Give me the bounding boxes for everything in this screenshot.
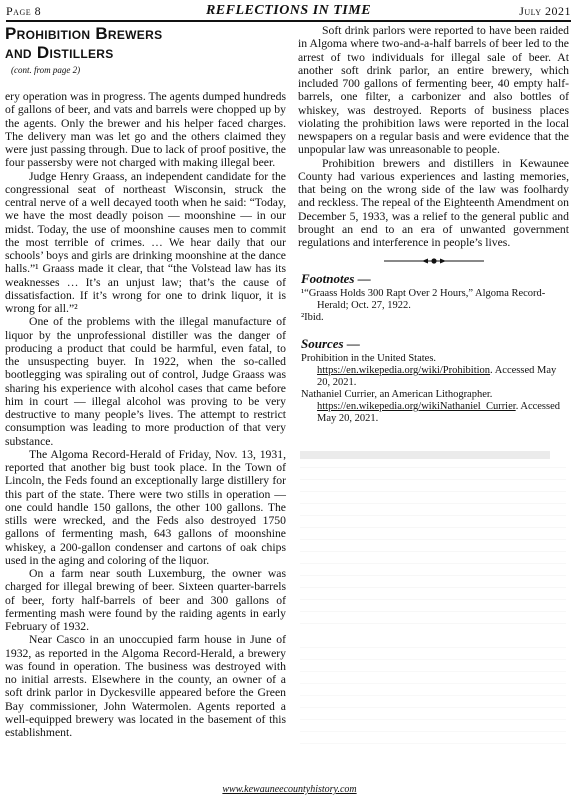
left-column xyxy=(5,24,286,739)
source-link[interactable]: https://en.wikepedia.org/wiki/Prohibition xyxy=(317,365,491,377)
paragraph: Prohibition brewers and distillers in Kewaunee County had various experiences and lasting memories, that being on the wrong side of the law was foolhardy and reckless. The repeal of the Eighteenth Amendment on December 5, 1933, was a relief to the general public and brought an end to an era of unwanted government regulations and interference in people’s lives. xyxy=(298,156,569,249)
sources-heading: Sources — xyxy=(301,336,360,352)
page-footer xyxy=(0,784,579,795)
paragraph: Near Casco in an unoccupied farm house in June of 1932, as reported in the Algoma Record-Herald, a brewery was found in operation. The business was destroyed with no initial arrests. Elsewhere in the county, an owner of a soft drink parlor in Dyckesville appeared before the Green Bay commissioner, John Watermolen. Agents reported a well-equipped brewery was located in the basement of this establishment. xyxy=(5,633,286,739)
footnote: ¹“Graass Holds 300 Rapt Over 2 Hours,” Algoma Record-Herald; Oct. 27, 1922. xyxy=(301,288,546,312)
bleed-through-texture xyxy=(300,445,566,755)
source-entry: Nathaniel Currier, an American Lithographer. https://en.wikepedia.org/wikiNathaniel_Currier. Accessed May 20, 2021. xyxy=(301,389,561,425)
newsletter-title: REFLECTIONS IN TIME xyxy=(205,3,372,18)
footnote: ²Ibid. xyxy=(301,312,324,324)
sources-list xyxy=(301,353,569,425)
source-link[interactable]: https://en.wikepedia.org/wikiNathaniel_Currier xyxy=(317,401,516,413)
paragraph: Soft drink parlors were reported to have been raided in Algoma where two-and-a-half barrels of beer led to the arrest of two individuals for illegal sale of beer. At another soft drink parlor, an entire brewery, which included 700 gallons of fermenting beer, 40 empty half-barrels, one filter, a carbonizer and also bottles of whiskey, was destroyed. Reports of business places violating the prohibition laws were reported in the local newspapers on a regular basis and were evidence that the unpopular law was unreasonable to people. xyxy=(298,24,569,157)
paragraph: On a farm near south Luxemburg, the owner was charged for illegal brewing of beer. Sixteen quarter-barrels of beer, forty half-barrels of beer and 300 gallons of fermenting mash were found by the raiding agents in early February of 1932. xyxy=(5,567,286,633)
paragraph: One of the problems with the illegal manufacture of liquor by the unprofessional distiller was the danger of producing a product that could be harmful, even fatal, to the unsuspecting buyer. In 1922, when the so-called bootlegging was spiraling out of control, Judge Graass was sharing his experience with alcohol cases that came before him in court — illegal alcohol was proving to be very destructive to many people’s lives. The attempt to restrict consumption was leading to more production of that very substance. xyxy=(5,315,286,448)
paragraph: The Algoma Record-Herald of Friday, Nov. 13, 1931, reported that another big bust took place. In the Town of Lincoln, the Feds found an exceptionally large distillery for this part of the state. There were two stills in operation — one could handle 150 gallons, the other 100 gallons. The stills were wrecked, and the Feds also destroyed 1750 gallons of fermenting mash, 643 gallons of moonshine whiskey, a 200-gallon condenser and cartons of oak chips used in the aging and coloring of the liquor. xyxy=(5,447,286,567)
source-entry: Prohibition in the United States. https://en.wikepedia.org/wiki/Prohibition. Accessed May 20, 2021. xyxy=(301,353,557,389)
paragraph: Judge Henry Graass, an independent candidate for the congressional seat of northeast Wisconsin, struck the central nerve of a well decayed tooth when he said: “Today, we have the most deadly poison — moonshine — in our midst. Today, the use of moonshine causes men to commit the most terrible of crimes. … We hear daily that our schools’ boys and girls are drinking moonshine at the dance halls.”¹ Graass made it clear, that “the Volstead law has its weaknesses … It’s an unjust law; that’s the cause of dissatisfaction. If it’s wrong for one to drink liquor, it is wrong for all.”² xyxy=(5,169,286,315)
article-title xyxy=(5,24,286,62)
right-column xyxy=(298,24,569,425)
divider-ornament xyxy=(384,257,484,265)
article-title-line1: Prohibition Brewers xyxy=(5,24,163,43)
page-header xyxy=(6,2,571,22)
footnotes-heading: Footnotes — xyxy=(301,271,371,287)
page-number: Page 8 xyxy=(6,4,42,18)
article-title-line2: and Distillers xyxy=(5,43,114,62)
paragraph: ery operation was in progress. The agents dumped hundreds of gallons of beer, and vats and barrels were chopped up by the agents. Only the brewer and his helper faced charges. The delivery man was let go and the others claimed they were just passing through. Due to lack of proof positive, the four passersby were not charged with making illegal beer. xyxy=(5,90,286,170)
footnotes-list xyxy=(301,288,569,324)
issue-date: July 2021 xyxy=(519,4,571,18)
continued-note: (cont. from page 2) xyxy=(11,65,81,75)
footer-url[interactable]: www.kewauneecountyhistory.com xyxy=(222,784,357,795)
